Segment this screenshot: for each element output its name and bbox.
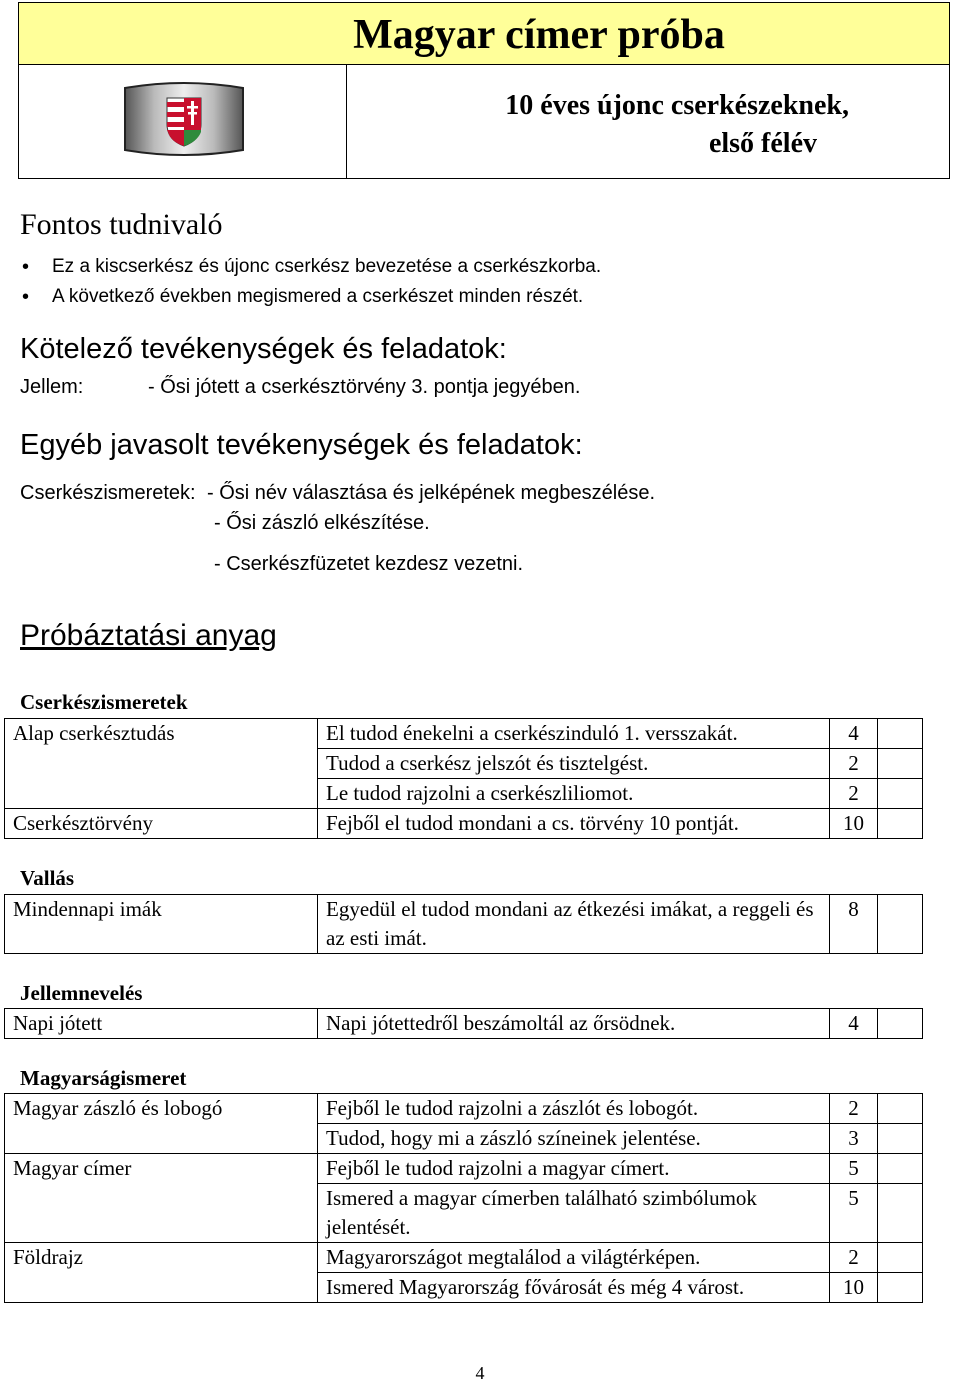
empty-cell xyxy=(878,1273,923,1303)
header-box xyxy=(18,2,950,179)
list-item: • A következő években megismered a cserkészet minden részét. xyxy=(20,282,601,312)
table-row xyxy=(5,1154,923,1184)
points-cell: 2 xyxy=(830,749,878,779)
subtitle xyxy=(349,87,949,163)
empty-cell xyxy=(878,1184,923,1243)
points-cell: 5 xyxy=(830,1154,878,1184)
task-cell: Fejből el tudod mondani a cs. törvény 10 pontját. xyxy=(318,809,830,839)
task-cell: El tudod énekelni a cserkészinduló 1. versszakát. xyxy=(318,719,830,749)
table-row xyxy=(5,1273,923,1303)
task-cell: Tudod, hogy mi a zászló színeinek jelentése. xyxy=(318,1124,830,1154)
topic-cell: Magyar zászló és lobogó xyxy=(5,1094,318,1124)
heading-fontos: Fontos tudnivaló xyxy=(20,208,223,241)
emblem-cell xyxy=(19,65,347,179)
table-row xyxy=(5,1243,923,1273)
table-vallas xyxy=(4,894,923,954)
task-cell: Le tudod rajzolni a cserkészliliomot. xyxy=(318,779,830,809)
section-title-cserkeszismeretek: Cserkészismeretek xyxy=(20,690,188,714)
topic-cell xyxy=(5,1273,318,1303)
topic-cell xyxy=(5,749,318,779)
table-row xyxy=(5,1184,923,1243)
empty-cell xyxy=(878,719,923,749)
empty-cell xyxy=(878,1009,923,1039)
empty-cell xyxy=(878,1154,923,1184)
table-row xyxy=(5,719,923,749)
heading-kotelezo: Kötelező tevékenységek és feladatok: xyxy=(20,333,507,365)
points-cell: 2 xyxy=(830,1243,878,1273)
task-cell: Ismered Magyarország fővárosát és még 4 várost. xyxy=(318,1273,830,1303)
section-title-magyarsagismeret: Magyarságismeret xyxy=(20,1066,187,1090)
empty-cell xyxy=(878,1243,923,1273)
empty-cell xyxy=(878,779,923,809)
table-row xyxy=(5,779,923,809)
topic-cell: Földrajz xyxy=(5,1243,318,1273)
page-title: Magyar címer próba xyxy=(353,12,725,58)
points-cell: 5 xyxy=(830,1184,878,1243)
points-cell: 3 xyxy=(830,1124,878,1154)
egyeb-item: - Ősi zászló elkészítése. xyxy=(214,512,430,534)
topic-cell: Magyar címer xyxy=(5,1154,318,1184)
points-cell: 2 xyxy=(830,779,878,809)
section-title-jellemneveles: Jellemnevelés xyxy=(20,981,143,1005)
task-cell: Napi jótettedről beszámoltál az őrsödnek. xyxy=(318,1009,830,1039)
subtitle-line-2: első félév xyxy=(708,128,817,159)
topic-cell: Alap cserkésztudás xyxy=(5,719,318,749)
table-magyarsagismeret xyxy=(4,1093,923,1303)
empty-cell xyxy=(878,749,923,779)
table-row xyxy=(5,1094,923,1124)
topic-cell: Mindennapi imák xyxy=(5,895,318,954)
jellem-text: - Ősi jótett a cserkésztörvény 3. pontja jegyében. xyxy=(148,376,581,398)
egyeb-item: - Cserkészfüzetet kezdesz vezetni. xyxy=(214,553,524,575)
title-cell xyxy=(19,3,949,65)
table-row xyxy=(5,809,923,839)
empty-cell xyxy=(878,895,923,954)
empty-cell xyxy=(878,809,923,839)
table-jellemneveles xyxy=(4,1008,923,1039)
task-cell: Magyarországot megtalálod a világtérképen. xyxy=(318,1243,830,1273)
topic-cell xyxy=(5,1124,318,1154)
topic-cell xyxy=(5,1184,318,1243)
table-row xyxy=(5,1009,923,1039)
topic-cell: Cserkésztörvény xyxy=(5,809,318,839)
task-cell: Tudod a cserkész jelszót és tisztelgést. xyxy=(318,749,830,779)
points-cell: 2 xyxy=(830,1094,878,1124)
points-cell: 10 xyxy=(830,809,878,839)
empty-cell xyxy=(878,1094,923,1124)
empty-cell xyxy=(878,1124,923,1154)
heading-probaztatasi: Próbáztatási anyag xyxy=(20,619,277,652)
points-cell: 4 xyxy=(830,719,878,749)
list-item: • Ez a kiscserkész és újonc cserkész bevezetése a cserkészkorba. xyxy=(20,252,601,282)
subtitle-line-1: 10 éves újonc cserkészeknek, xyxy=(505,90,849,121)
task-cell: Egyedül el tudod mondani az étkezési imákat, a reggeli és az esti imát. xyxy=(318,895,830,954)
important-list xyxy=(20,252,601,312)
egyeb-item: - Ősi név választása és jelképének megbeszélése. xyxy=(207,482,656,504)
topic-cell xyxy=(5,779,318,809)
table-cserkeszismeretek xyxy=(4,718,923,839)
heading-egyeb: Egyéb javasolt tevékenységek és feladatok: xyxy=(20,429,583,461)
coat-of-arms-badge-icon xyxy=(119,80,249,160)
jellem-label: Jellem: xyxy=(20,376,84,398)
table-row xyxy=(5,1124,923,1154)
table-row xyxy=(5,749,923,779)
table-row xyxy=(5,895,923,954)
task-cell: Fejből le tudod rajzolni a zászlót és lobogót. xyxy=(318,1094,830,1124)
task-cell: Ismered a magyar címerben található szimbólumok jelentését. xyxy=(318,1184,830,1243)
topic-cell: Napi jótett xyxy=(5,1009,318,1039)
cserkeszismeretek-label: Cserkészismeretek: xyxy=(20,482,196,504)
section-title-vallas: Vallás xyxy=(20,866,75,890)
points-cell: 8 xyxy=(830,895,878,954)
task-cell: Fejből le tudod rajzolni a magyar címert. xyxy=(318,1154,830,1184)
points-cell: 4 xyxy=(830,1009,878,1039)
page-number: 4 xyxy=(475,1363,485,1383)
points-cell: 10 xyxy=(830,1273,878,1303)
